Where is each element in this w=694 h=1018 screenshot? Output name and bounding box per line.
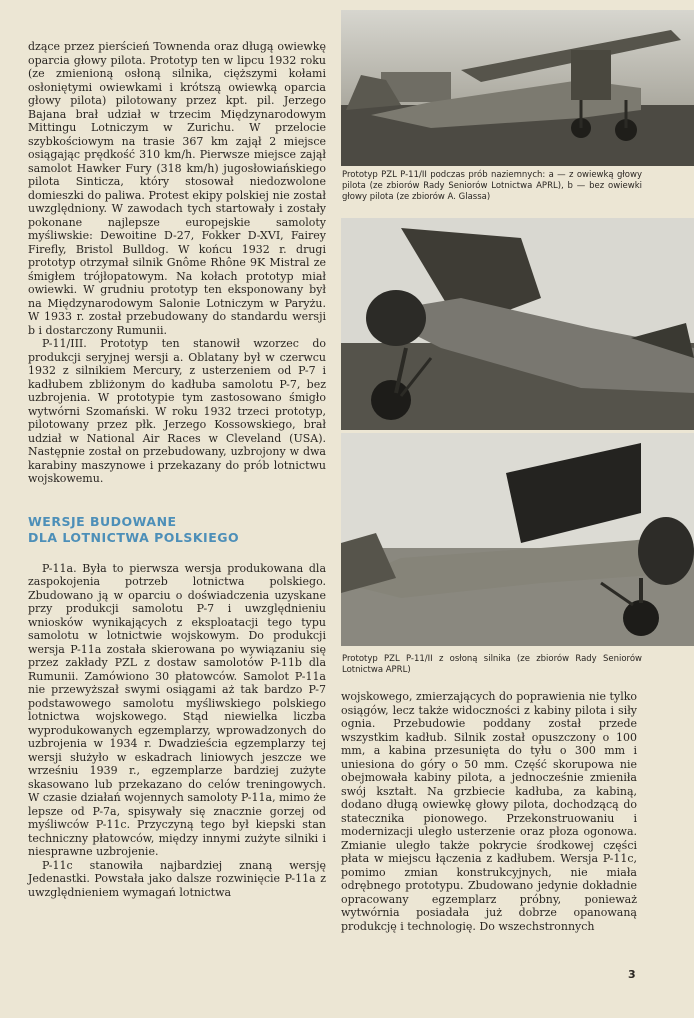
paragraph: P-11/III. Prototyp ten stanowił wzorzec do produkcji seryjnej wersji a. Oblatany był w czerwcu 1932 z silnikiem Mercury, z usterzeniem od P-7 i kadłubem zbliżonym do kadłuba samolotu P-7, bez uzbrojenia. W prototypie tym zastosowano śmigło wytwórni Szomański. W roku 1932 trzeci prototyp, pilotowany przez płk. Jerzego Kossowskiego, brał udział w National Air Races w Cleveland (USA). Następnie został on przebudowany, uzbrojony w dwa karabiny maszynowe i przekazany do prób lotnictwu wojskowemu. (28, 337, 326, 485)
paragraph: dzące przez pierścień Townenda oraz długą owiewkę oparcia głowy pilota. Prototyp ten w lipcu 1932 roku (ze zmienioną osłoną silnika, cięższymi kołami osłoniętymi owiewkami i krótszą owiewką oparcia głowy pilota) pilotowany przez kpt. pil. Jerzego Bajana brał udział w trzecim Międzynarodowym Mittingu Lotniczym w Zurichu. W przelocie szybkościowym na trasie 367 km zajął 2 miejsce osiągając prędkość 310 km/h. Pierwsze miejsce zajął samolot Hawker Fury (318 km/h) jugosłowiańskiego pilota Sinticza, który stosował niedozwolone domieszki do paliwa. Protest ekipy polskiej nie został uwzględniony. W zawodach tych startowały i zostały pokonane najlepsze europejskie samoloty myśliwskie: Dewoitine D-27, Fokker D-XVI, Fairey Firefly, Bristol Bulldog. W końcu 1932 r. drugi prototyp otrzymał silnik Gnôme Rhône 9K Mistral ze śmigłem trójłopatowym. Na kołach prototyp miał owiewki. W grudniu prototyp ten eksponowany był na Międzynarodowym Salonie Lotniczym w Paryżu. W 1933 r. został przebudowany do standardu wersji b i dostarczony Rumunii. (28, 40, 326, 337)
heading-line: WERSJE BUDOWANE (28, 513, 177, 529)
section-heading (28, 514, 326, 546)
page-number: 3 (628, 968, 636, 981)
heading-line: DLA LOTNICTWA POLSKIEGO (28, 529, 240, 545)
right-column (341, 690, 637, 933)
left-column (28, 40, 326, 899)
aircraft-photo-3 (341, 433, 694, 646)
biplane-cowled-engine-image (341, 433, 694, 646)
paragraph: wojskowego, zmierzających do poprawienia nie tylko osiągów, lecz także widoczności z kabiny pilota i siły ognia. Przebudowie poddany został przede wszystkim kadłub. Silnik został opuszczony o 100 mm, a kabina przesunięta do tyłu o 300 mm i uniesiona do góry o 50 mm. Część skorupowa nie obejmowała kabiny pilota, a jednocześnie zmieniła swój kształt. Na grzbiecie kadłuba, za kabiną, dodano długą owiewkę głowy pilota, dochodzącą do statecznika pionowego. Przekonstruowaniu i modernizacji uległo usterzenie oraz płoza ogonowa. Zmianie uległo także pokrycie środkowej części płata w miejscu łączenia z kadłubem. Wersja P-11c, pomimo zmian konstrukcyjnych, nie miała odrębnego prototypu. Zbudowano jedynie dokładnie opracowany egzemplarz próbny, ponieważ wytwórnia posiadała już dobrze opanowaną produkcję i technologię. Do wszechstronnych (341, 690, 637, 933)
paragraph: P-11a. Była to pierwsza wersja produkowana dla zaspokojenia potrzeb lotnictwa polskiego. Zbudowano ją w oparciu o doświadczenia uzyskane przy produkcji samolotu P-7 i uwzględnieniu wniosków wynikających z eksploatacji tego typu samolotu w lotnictwie wojskowym. Do produkcji wersja P-11a została skierowana po wywiązaniu się przez zakłady PZL z dostaw samolotów P-11b dla Rumunii. Zamówiono 30 płatowców. Samolot P-11a nie przewyższał swymi osiągami aż tak bardzo P-7 podstawowego samolotu myśliwskiego polskiego lotnictwa wojskowego. Stąd niewielka liczba wyprodukowanych egzemplarzy, wprowadzonych do uzbrojenia w 1934 r. Dwadzieścia egzemplarzy tej wersji służyło w eskadrach liniowych jeszcze we wrześniu 1939 r., egzemplarze bardziej zużyte skasowano lub przekazano do celów treningowych. W czasie działań wojennych samoloty P-11a, mimo że lepsze od P-7a, spisywały się znacznie gorzej od myśliwców P-11c. Przyczyną tego był kiepski stan techniczny płatowców, między innymi zużyte silniki i niesprawne uzbrojenie. (28, 561, 326, 858)
biplane-front-view-image (341, 218, 694, 430)
paragraph: P-11c stanowiła najbardziej znaną wersję Jedenastki. Powstała jako dalsze rozwinięcie P-11a z uwzględnieniem wymagań lotnictwa (28, 858, 326, 899)
photo-caption-1: Prototyp PZL P-11/II podczas prób naziemnych: a — z owiewką głowy pilota (ze zbiorów Rady Seniorów Lotnictwa APRL), b — bez owiewki głowy pilota (ze zbiorów A. Glassa) (342, 170, 642, 202)
aircraft-photo-2 (341, 218, 694, 430)
photo-caption-2: Prototyp PZL P-11/II z osłoną silnika (ze zbiorów Rady Seniorów Lotnictwa APRL) (342, 654, 642, 675)
biplane-side-view-image (341, 10, 694, 166)
aircraft-photo-1 (341, 10, 694, 166)
